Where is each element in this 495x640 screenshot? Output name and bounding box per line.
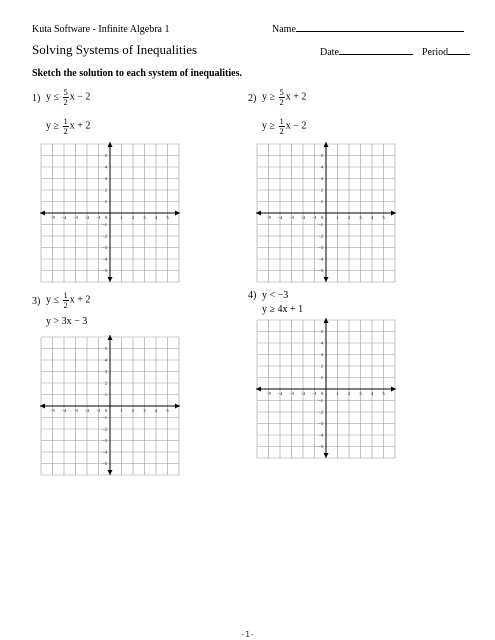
- x-tick-label: −5: [50, 215, 55, 220]
- x-tick-label: −4: [61, 215, 67, 220]
- x-tick-label: 5: [382, 215, 385, 220]
- problem-4-inequality-2: y ≥ 4x + 1: [262, 304, 304, 315]
- period-label: Period: [422, 47, 449, 58]
- x-tick-label: −1: [96, 408, 101, 413]
- x-tick-label: 1: [336, 215, 339, 220]
- y-tick-label: 2: [320, 363, 323, 369]
- y-tick-label: −4: [318, 432, 323, 438]
- x-tick-label: −2: [300, 391, 306, 396]
- y-tick-label: 3: [104, 369, 107, 374]
- y-tick-label: −2: [102, 233, 107, 239]
- x-tick-label: −3: [73, 408, 78, 413]
- name-line: [296, 31, 464, 32]
- y-tick-label: 1: [320, 199, 323, 204]
- problem-3-number: 3): [32, 296, 41, 307]
- x-tick-label: −3: [289, 391, 294, 396]
- y-axis-arrow-up: [108, 142, 113, 147]
- y-tick-label: −4: [102, 256, 107, 262]
- x-tick-label: −3: [73, 215, 78, 220]
- y-tick-label: 1: [104, 392, 107, 397]
- y-tick-label: −2: [318, 233, 323, 239]
- y-tick-label: −1: [102, 222, 107, 227]
- date-label: Date: [320, 47, 339, 58]
- y-tick-label: −3: [318, 245, 323, 250]
- y-tick-label: −5: [318, 444, 323, 449]
- problem-1-inequality-2: y ≥ $\frac{1}{2}$ x + 2: [46, 116, 91, 136]
- problem-3-inequality-2: y > 3x − 3: [46, 316, 88, 327]
- y-tick-label: 2: [320, 187, 323, 193]
- x-tick-label: 2: [131, 408, 135, 413]
- y-tick-label: −4: [318, 256, 323, 262]
- y-tick-label: 4: [104, 164, 107, 170]
- x-tick-label: −4: [277, 215, 283, 220]
- coordinate-grid-2[interactable]: [254, 142, 398, 284]
- period-field[interactable]: [422, 47, 470, 58]
- name-field[interactable]: [272, 24, 464, 35]
- x-tick-label: 0: [104, 215, 108, 220]
- x-tick-label: −5: [266, 215, 271, 220]
- problem-2-inequality-2: y ≥ $\frac{1}{2}$ x − 2: [262, 116, 307, 136]
- date-line: [339, 54, 413, 55]
- x-tick-label: −1: [96, 215, 101, 220]
- y-axis-arrow-down: [324, 453, 329, 458]
- y-tick-label: −1: [318, 222, 323, 227]
- x-tick-label: 1: [120, 215, 123, 220]
- y-tick-label: 4: [104, 357, 107, 363]
- y-tick-label: −5: [318, 268, 323, 273]
- y-tick-label: −5: [102, 461, 107, 466]
- y-tick-label: −1: [318, 398, 323, 403]
- y-axis-arrow-down: [108, 277, 113, 282]
- y-tick-label: 1: [320, 375, 323, 380]
- y-axis-arrow-up: [324, 142, 329, 147]
- x-tick-label: −2: [84, 215, 90, 220]
- x-tick-label: −5: [266, 391, 271, 396]
- software-credit: Kuta Software - Infinite Algebra 1: [32, 24, 170, 35]
- x-tick-label: 0: [320, 215, 324, 220]
- x-tick-label: −4: [61, 408, 67, 413]
- instructions: Sketch the solution to each system of inequalities.: [32, 68, 242, 79]
- x-tick-label: −1: [312, 391, 317, 396]
- y-axis-arrow-down: [108, 470, 113, 475]
- x-tick-label: 5: [166, 215, 169, 220]
- x-tick-label: 3: [359, 215, 362, 220]
- x-tick-label: 1: [336, 391, 339, 396]
- coordinate-grid-4[interactable]: [254, 318, 398, 460]
- x-tick-label: −2: [300, 215, 306, 220]
- y-tick-label: −3: [102, 245, 107, 250]
- y-tick-label: 3: [320, 352, 323, 357]
- y-tick-label: −4: [102, 449, 107, 455]
- problem-4-number: 4): [248, 290, 257, 301]
- page-number: -1-: [240, 630, 255, 639]
- y-tick-label: 2: [104, 380, 107, 386]
- y-tick-label: −1: [102, 415, 107, 420]
- x-tick-label: −1: [312, 215, 317, 220]
- page-title: Solving Systems of Inequalities: [32, 42, 198, 57]
- x-tick-label: 4: [370, 215, 374, 220]
- x-tick-label: 3: [143, 408, 146, 413]
- coordinate-grid-3[interactable]: [38, 335, 182, 477]
- y-tick-label: 4: [320, 164, 323, 170]
- x-tick-label: 2: [347, 391, 351, 396]
- x-tick-label: 3: [143, 215, 146, 220]
- problem-3-inequality-1: y ≤ $\frac{1}{2}$ x + 2: [46, 290, 91, 310]
- y-tick-label: 1: [104, 199, 107, 204]
- x-tick-label: −3: [289, 215, 294, 220]
- name-label: Name: [272, 24, 296, 35]
- x-tick-label: 2: [131, 215, 135, 220]
- problem-4-inequality-1: y < −3: [262, 290, 289, 301]
- x-tick-label: 5: [166, 408, 169, 413]
- y-tick-label: −2: [318, 409, 323, 415]
- y-tick-label: 3: [320, 176, 323, 181]
- x-tick-label: 1: [120, 408, 123, 413]
- y-axis-arrow-up: [108, 335, 113, 340]
- y-tick-label: −3: [318, 421, 323, 426]
- x-tick-label: −5: [50, 408, 55, 413]
- problem-2-inequality-1: y ≥ $\frac{5}{2}$ x + 2: [262, 87, 307, 107]
- y-tick-label: 5: [104, 153, 107, 158]
- x-tick-label: −2: [84, 408, 90, 413]
- x-tick-label: 0: [320, 391, 324, 396]
- y-tick-label: 3: [104, 176, 107, 181]
- problem-1-number: 1): [32, 93, 41, 104]
- period-line: [448, 54, 470, 55]
- x-tick-label: 4: [370, 391, 374, 396]
- x-tick-label: 4: [154, 215, 158, 220]
- x-tick-label: 0: [104, 408, 108, 413]
- coordinate-grid-1[interactable]: [38, 142, 182, 284]
- y-tick-label: 5: [320, 153, 323, 158]
- problem-2-number: 2): [248, 93, 257, 104]
- y-tick-label: 5: [320, 329, 323, 334]
- x-tick-label: 2: [347, 215, 351, 220]
- y-tick-label: 2: [104, 187, 107, 193]
- y-axis-arrow-down: [324, 277, 329, 282]
- y-tick-label: 4: [320, 340, 323, 346]
- x-tick-label: 4: [154, 408, 158, 413]
- y-tick-label: 5: [104, 346, 107, 351]
- y-tick-label: −5: [102, 268, 107, 273]
- x-tick-label: 3: [359, 391, 362, 396]
- y-tick-label: −3: [102, 438, 107, 443]
- x-tick-label: −4: [277, 391, 283, 396]
- problem-1-inequality-1: y ≤ $\frac{5}{2}$ x − 2: [46, 87, 91, 107]
- y-tick-label: −2: [102, 426, 107, 432]
- date-field[interactable]: [320, 47, 413, 58]
- y-axis-arrow-up: [324, 318, 329, 323]
- x-tick-label: 5: [382, 391, 385, 396]
